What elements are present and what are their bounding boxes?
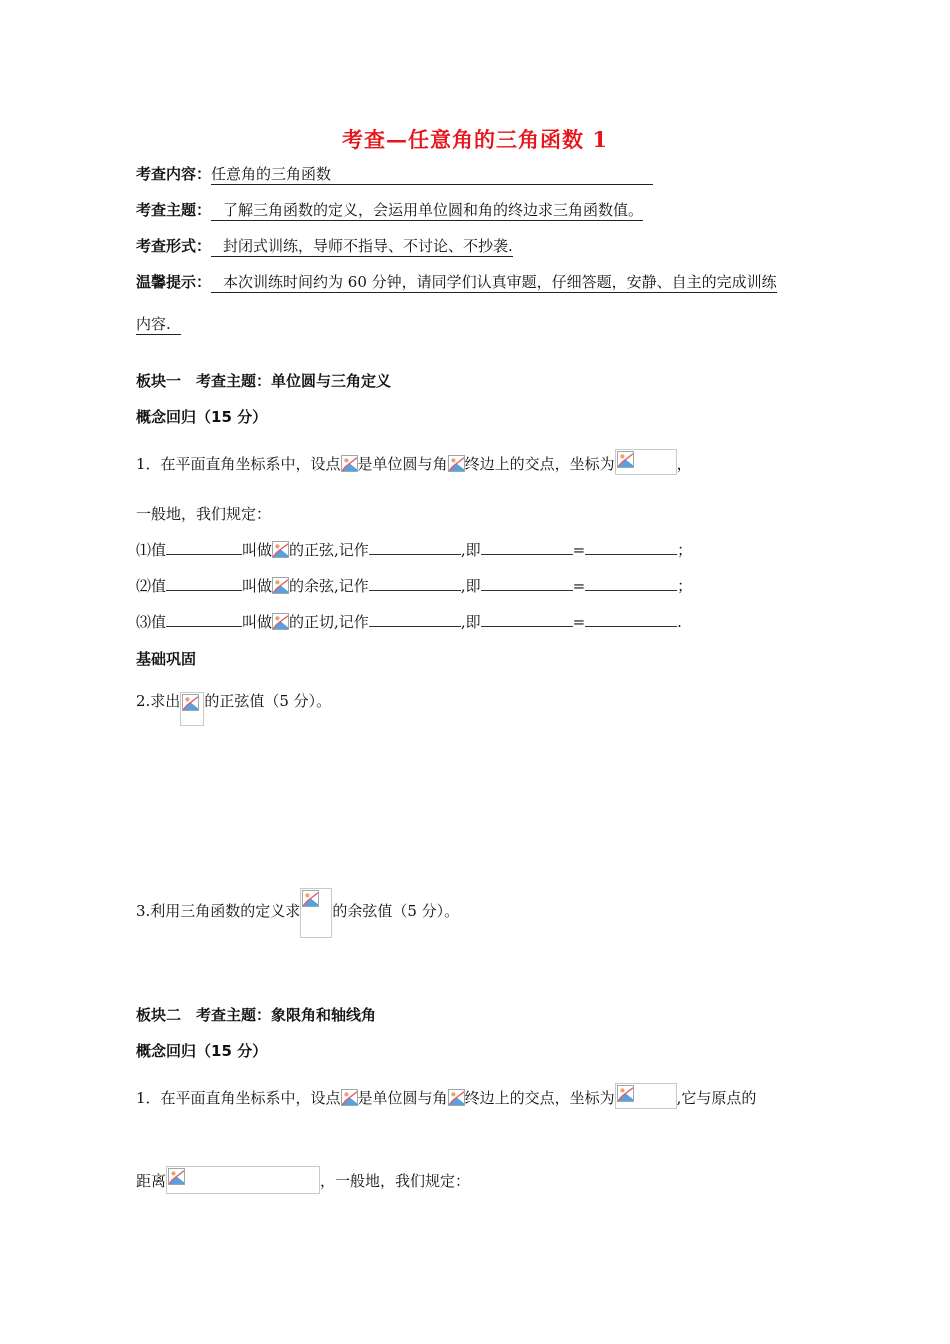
section2-heading: 板块二 考查主题：象限角和轴线角: [136, 1006, 377, 1024]
info-content: 考查内容：任意角的三角函数: [136, 163, 653, 185]
basic-heading: 基础巩固: [136, 650, 197, 668]
coordinate-image: [615, 449, 677, 475]
distance-image: [166, 1166, 320, 1194]
angle-image-icon: [272, 613, 289, 630]
info-form: 考查形式： 封闭式训练，导师不指导、不讨论、不抄袭.: [136, 237, 513, 255]
blank-tangent-result[interactable]: [585, 612, 677, 627]
info-tip: 温馨提示： 本次训练时间约为 60 分钟，请同学们认真审题，仔细答题，安静、自主的完成训练: [136, 273, 777, 291]
definition-sine-row: ⑴值 叫做 的正弦,记作 ,即 = ；: [136, 541, 693, 559]
section2-q1-cont: 距离 ，一般地，我们规定：: [136, 1166, 470, 1194]
angle-image-icon: [272, 541, 289, 558]
section1-q1: 1．在平面直角坐标系中，设点 是单位圆与角 终边上的交点，坐标为 ，: [136, 449, 692, 475]
coordinate-image-icon: [617, 451, 634, 468]
section2-q1: 1．在平面直角坐标系中，设点 是单位圆与角 终边上的交点，坐标为 ,它与原点的: [136, 1083, 756, 1109]
page-title: 考查—任意角的三角函数 1: [342, 127, 608, 152]
angle-alpha-image-icon: [448, 455, 465, 472]
blank-cosine-expr[interactable]: [481, 576, 573, 591]
blank-tangent-expr[interactable]: [481, 612, 573, 627]
blank-tangent-value[interactable]: [166, 612, 242, 627]
section1-concept: 概念回归（15 分）: [136, 408, 268, 426]
coordinate-image-icon: [617, 1085, 634, 1102]
blank-sine-expr[interactable]: [481, 540, 573, 555]
blank-sine-result[interactable]: [585, 540, 677, 555]
topic-value: 了解三角函数的定义，会运用单位圆和角的终边求三角函数值。: [211, 199, 643, 221]
definition-tangent-row: ⑶值 叫做 的正切,记作 ,即 = .: [136, 613, 682, 631]
blank-cosine-notation[interactable]: [369, 576, 461, 591]
angle-alpha-image-icon: [448, 1089, 465, 1106]
info-topic: 考查主题： 了解三角函数的定义，会运用单位圆和角的终边求三角函数值。: [136, 201, 644, 219]
point-p-image-icon: [341, 455, 358, 472]
section1-q3: 3.利用三角函数的定义求 的余弦值（5 分）。: [136, 888, 459, 938]
section1-general: 一般地，我们规定：: [136, 505, 272, 523]
q3-angle-image: [300, 888, 332, 938]
distance-image-icon: [168, 1168, 185, 1185]
blank-sine-value[interactable]: [166, 540, 242, 555]
blank-cosine-value[interactable]: [166, 576, 242, 591]
coordinate-image: [615, 1083, 677, 1109]
point-p-image-icon: [341, 1089, 358, 1106]
angle-image-icon: [272, 577, 289, 594]
info-tip-cont: 内容.: [136, 313, 181, 335]
tip-value: 本次训练时间约为 60 分钟，请同学们认真审题，仔细答题，安静、自主的完成训练: [211, 271, 777, 293]
blank-tangent-notation[interactable]: [369, 612, 461, 627]
q2-angle-image: [180, 692, 204, 726]
form-value: 封闭式训练，导师不指导、不讨论、不抄袭.: [211, 235, 513, 257]
definition-cosine-row: ⑵值 叫做 的余弦,记作 ,即 = ；: [136, 577, 693, 595]
q2-angle-image-icon: [182, 694, 199, 711]
section2-concept: 概念回归（15 分）: [136, 1042, 268, 1060]
section1-heading: 板块一 考查主题：单位圆与三角定义: [136, 372, 392, 390]
content-value: 任意角的三角函数: [211, 163, 653, 185]
blank-sine-notation[interactable]: [369, 540, 461, 555]
blank-cosine-result[interactable]: [585, 576, 677, 591]
q3-angle-image-icon: [302, 890, 319, 907]
section1-q2: 2.求出 的正弦值（5 分）。: [136, 690, 331, 726]
